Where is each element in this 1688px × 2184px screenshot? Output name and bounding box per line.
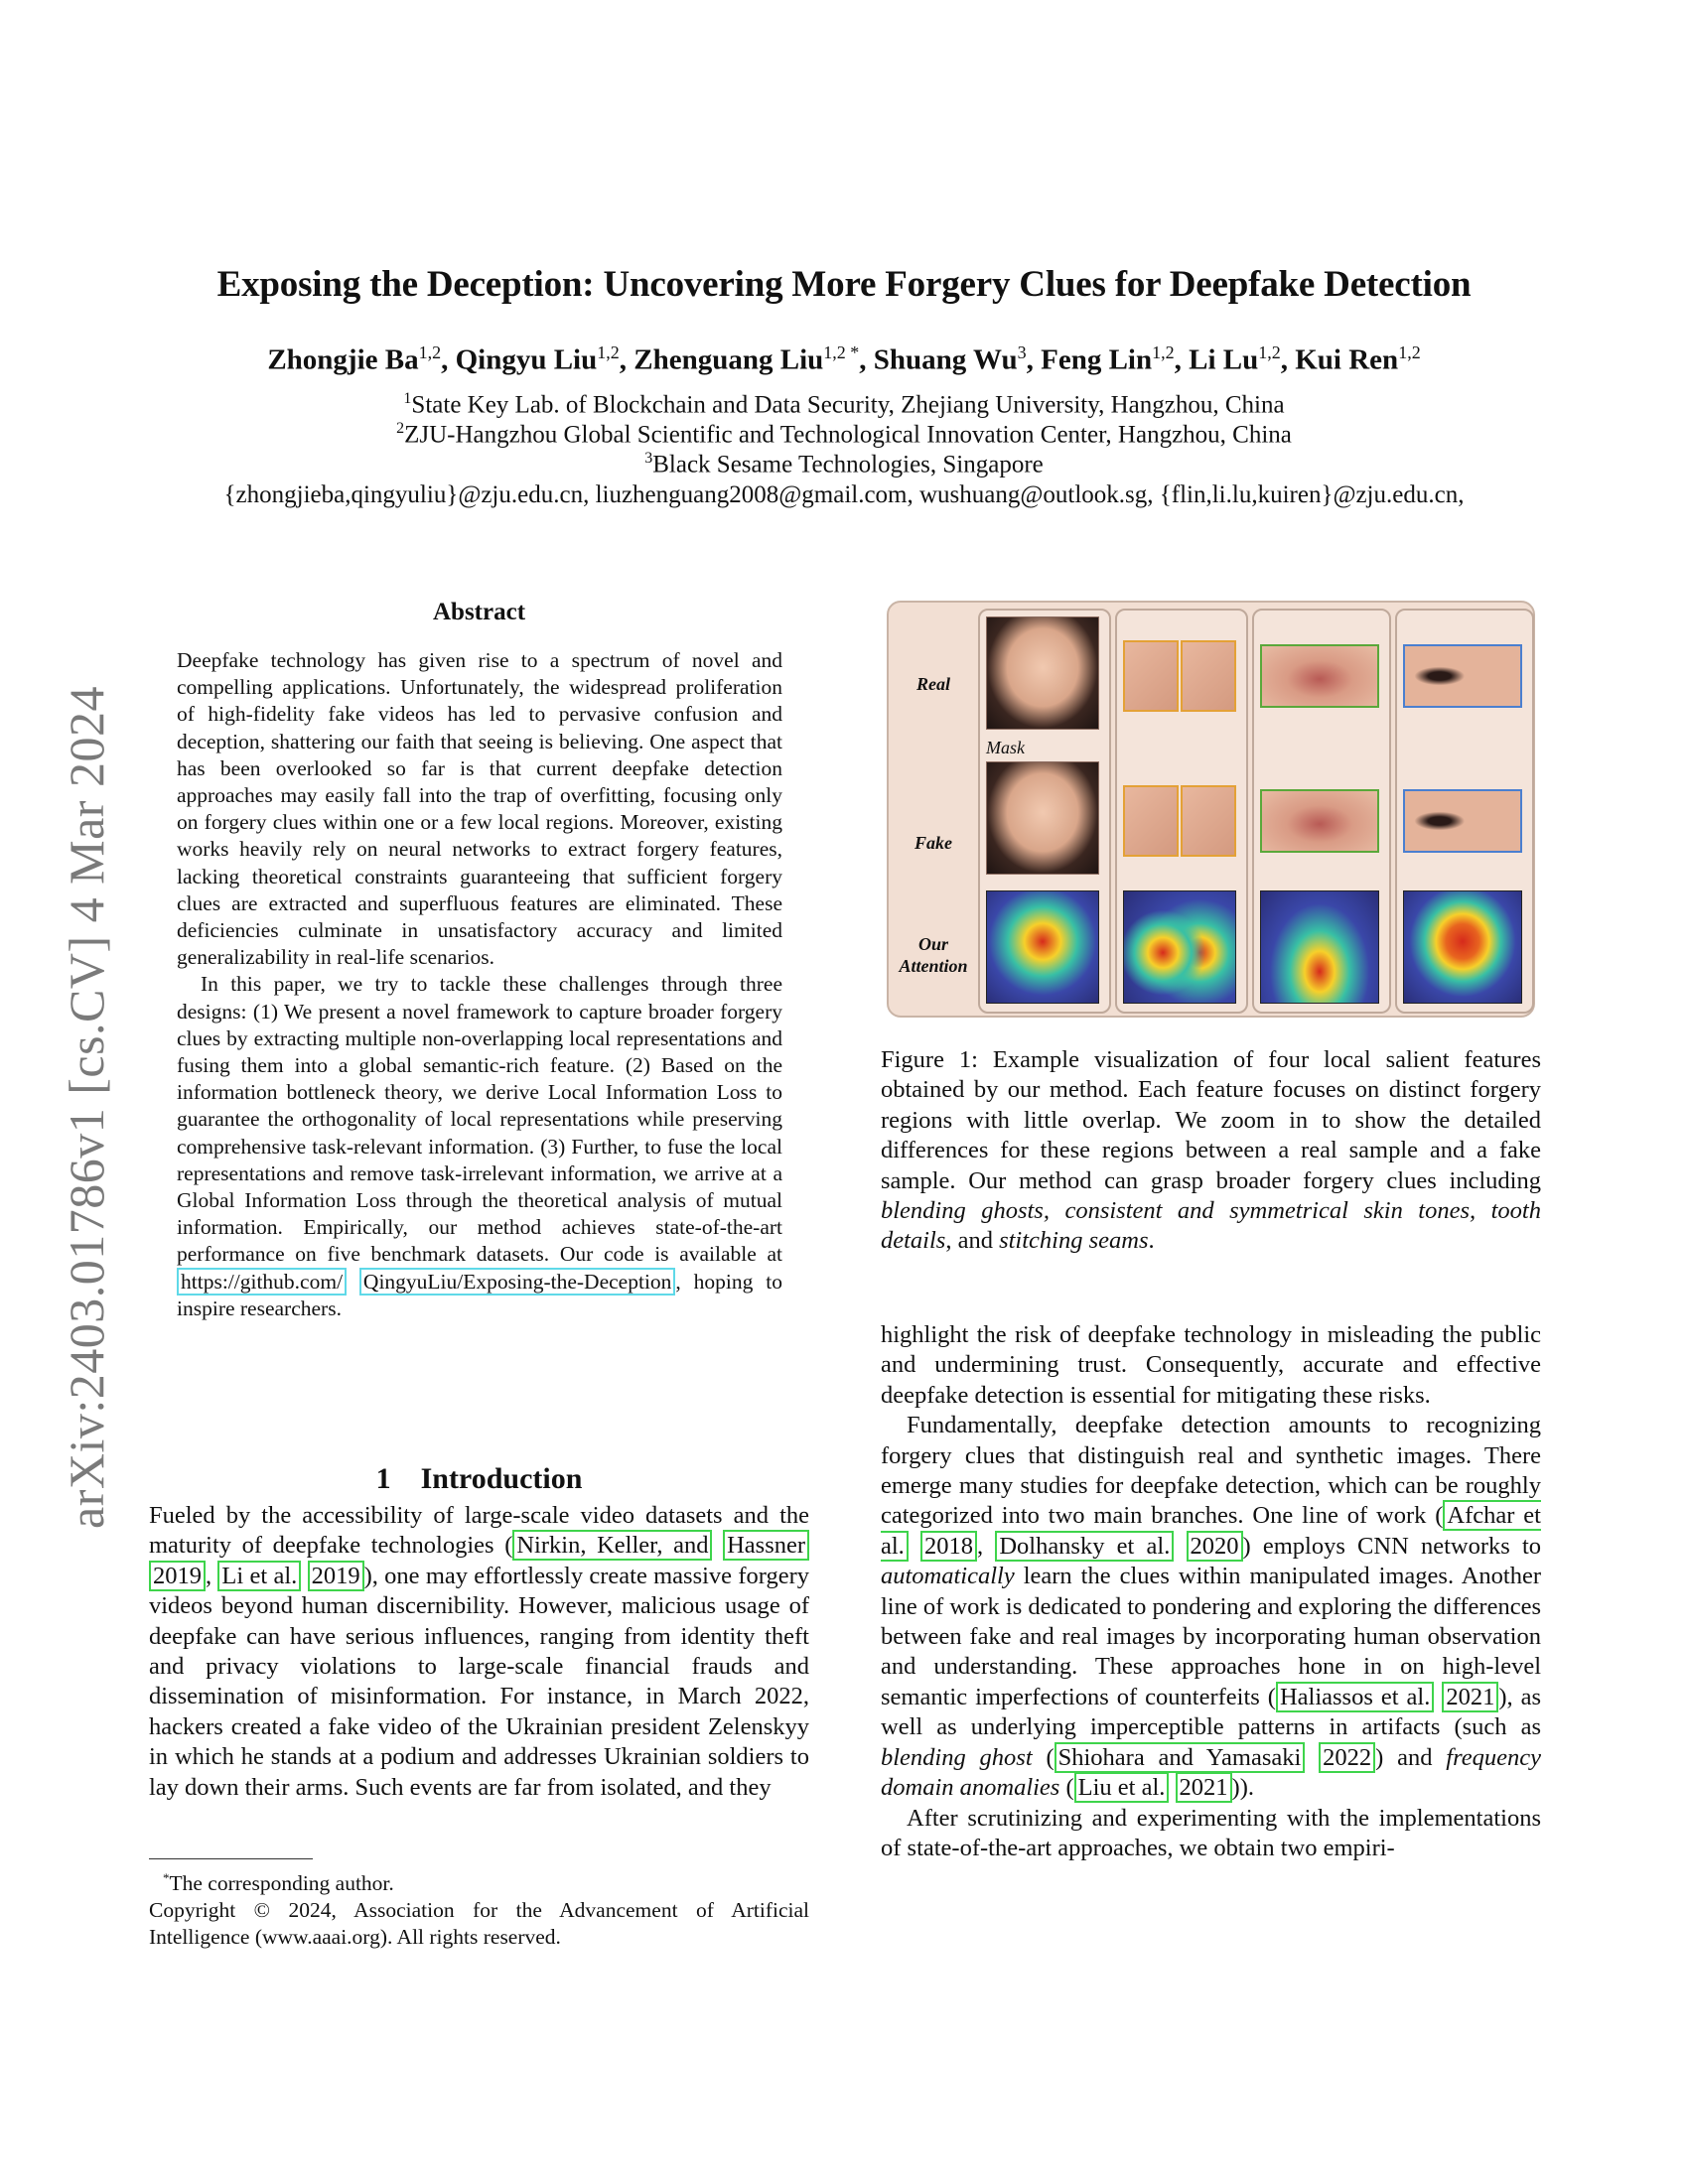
section-heading-introduction [149, 1462, 809, 1496]
real-face-image [986, 616, 1099, 730]
author-separator: , [619, 343, 634, 376]
caption-emphasis-2: stitching seams [999, 1227, 1149, 1255]
real-cheek-right-image [1181, 640, 1236, 712]
footnote-rule [149, 1858, 313, 1859]
caption-text-a: Figure 1: Example visualization of four local salient features obtained by our method. Each feature focuses on distinct forgery regions with little overlap. We zoom in to show the detailed differences for these regions between a real sample and a fake sample. Our method can grasp broader forgery clues including [881, 1046, 1541, 1194]
footnote-corresponding [149, 1864, 809, 1897]
affiliation-1-text: State Key Lab. of Blockchain and Data Security, Zhejiang University, Hangzhou, China [411, 391, 1285, 419]
rp2-text-c: learn the clues within manipulated images. Another line of work is dedicated to pondering and exploring the differences between fake and real images by incorporating human observation and understanding. These approaches hone in on high-level semantic imperfections of counterfeits ( [881, 1563, 1541, 1710]
author-affiliation-mark: 1,2 [418, 342, 442, 362]
citation-nirkin[interactable]: Nirkin, Keller, and [512, 1530, 712, 1561]
citation-liu[interactable]: Liu et al. [1074, 1772, 1170, 1803]
row-label-attention: Attention [899, 956, 968, 976]
attention-map-3 [1260, 890, 1379, 1004]
right-paragraph-2: Fundamentally, deepfake detection amounts to recognizing forgery clues that distinguish real and synthetic images. There emerge many studies for deepfake detection, which can be roughly categorized into two main branches. One line of work ( Afchar et al. 2018 , Dolhansky et al. 2020 ) employs CNN networks to automatically learn the clues within manipulated images. Another line of work is dedicated to pondering and exploring the differences between fake and real images by incorporating human observation and understanding. These approaches hone in on high-level semantic imperfections of counterfeits ( Haliassos et al. 2021 ), as well as underlying imperceptible patterns in artifacts (such as blending ghost ( Shiohara and Yamasaki 2022 ) and frequency domain anomalies ( Liu et al. 2021 )). [881, 1412, 1542, 1802]
abstract-paragraph-1: Deepfake technology has given rise to a spectrum of novel and compelling applications. Unfortunately, the widespread proliferation of high-fidelity fake videos has led to pervasive confusion and deception, shattering our faith that seeing is believing. One aspect that has been overlooked so far is that current deepfake detection approaches may easily fall into the trap of overfitting, focusing only on forgery clues within one or a few local regions. Moreover, existing works heavily rely on neural networks to extract forgery features, lacking theoretical constraints guaranteeing that sufficient forgery clues are extracted and superfluous features are eliminated. These deficiencies culminate in unsatisfactory accuracy and limited generalizability in real-life scenarios. [177, 648, 782, 970]
figure-1 [887, 601, 1535, 1018]
rp2-text-b: ) employs CNN networks to [1242, 1532, 1542, 1560]
caption-text-b: , and [945, 1227, 1000, 1255]
rp2-text-a: Fundamentally, deepfake detection amounts to recognizing forgery clues that distinguish real and synthetic images. There emerge many studies for deepfake detection, which can be roughly categorized into two main branches. One line of work ( [881, 1412, 1541, 1530]
intro-text-a: Fueled by the accessibility of large-scale video datasets and the maturity of deepfake technologies ( [149, 1502, 809, 1560]
intro-text-b: ), one may effortlessly create massive forgery videos beyond human discernibility. However, malicious usage of deepfake can have serious influences, ranging from identity theft and privacy violations to large-scale financial frauds and dissemination of misinformation. For instance, in March 2022, hackers created a fake video of the Ukrainian president Zelenskyy in which he stands at a podium and addresses Ukrainian soldiers to lay down their arms. Such events are far from isolated, and they [149, 1562, 810, 1801]
caption-emphasis-1: blending ghosts, consistent and symmetrical skin tones, tooth details [881, 1197, 1541, 1255]
citation-haliassos[interactable]: Haliassos et al. [1276, 1682, 1434, 1712]
footnote [149, 1864, 809, 1951]
fake-face-image [986, 761, 1099, 875]
citation-nirkin-cont[interactable]: Hassner [723, 1530, 809, 1561]
affiliation-2 [0, 420, 1688, 449]
author-name: Zhongjie Ba [267, 343, 419, 376]
author-affiliation-mark: 1,2 [1258, 342, 1281, 362]
rp2-emphasis-3: frequency domain anomalies [881, 1743, 1541, 1802]
abstract-paragraph-2 [177, 971, 782, 1322]
real-mouth-image [1260, 644, 1379, 708]
citation-shiohara[interactable]: Shiohara and Yamasaki [1055, 1742, 1306, 1773]
github-link[interactable]: https://github.com/ [177, 1268, 347, 1296]
citation-haliassos-year[interactable]: 2021 [1442, 1682, 1498, 1712]
author-name: Li Lu [1189, 343, 1259, 376]
affiliation-1-number: 1 [403, 390, 412, 407]
author-separator: , [1174, 343, 1190, 376]
affiliation-1 [0, 390, 1688, 419]
citation-afchar[interactable]: Afchar et al. [881, 1502, 1541, 1560]
paper-title: Exposing the Deception: Uncovering More Forgery Clues for Deepfake Detection [216, 264, 1472, 305]
copyright-notice: Copyright © 2024, Association for the Advancement of Artificial Intelligence (www.aaai.org). All rights reserved. [149, 1898, 809, 1950]
citation-dolhansky-year[interactable]: 2020 [1187, 1531, 1243, 1562]
author-separator: , [1026, 343, 1042, 376]
citation-li[interactable]: Li et al. [217, 1561, 301, 1591]
attention-map-4 [1403, 890, 1522, 1004]
rp2-text-e: ( [1032, 1743, 1055, 1771]
rp2-text-d: ), as well as underlying imperceptible patterns in artifacts (such as [881, 1683, 1542, 1741]
author-name: Shuang Wu [873, 343, 1018, 376]
affiliation-3 [0, 450, 1688, 478]
right-paragraph-1: highlight the risk of deepfake technology in misleading the public and undermining trust. Consequently, accurate and effective deepfake detection is essential for mitigating these risks. [881, 1321, 1541, 1409]
affiliation-3-number: 3 [644, 450, 653, 467]
citation-li-year[interactable]: 2019 [308, 1561, 364, 1591]
citation-liu-year[interactable]: 2021 [1176, 1772, 1232, 1803]
footnote-text: The corresponding author. [169, 1871, 394, 1896]
author-affiliation-mark: 3 [1017, 342, 1027, 362]
section-number: 1 [375, 1462, 391, 1495]
affiliation-2-number: 2 [396, 420, 405, 437]
fake-cheek-left-image [1123, 785, 1179, 857]
rp2-text-f: ) and [1375, 1743, 1447, 1771]
real-eyes-image [1403, 644, 1522, 708]
fake-eyes-image [1403, 789, 1522, 853]
author-affiliation-mark: 1,2 [1152, 342, 1175, 362]
affiliation-3-text: Black Sesame Technologies, Singapore [652, 451, 1044, 478]
right-paragraph-3: After scrutinizing and experimenting with the implementations of state-of-the-art approaches, we obtain two empiri- [881, 1804, 1541, 1861]
author-emails: {zhongjieba,qingyuliu}@zju.edu.cn, liuzhenguang2008@gmail.com, wushuang@outlook.sg, {flin,li.lu,kuiren}@zju.edu.cn, [223, 481, 1465, 508]
footnote-mark: * [163, 1870, 170, 1885]
attention-map-2 [1123, 890, 1236, 1004]
abstract-body [177, 647, 782, 1322]
author-name: Feng Lin [1041, 343, 1153, 376]
author-list [0, 342, 1688, 377]
abstract-heading: Abstract [432, 599, 526, 625]
github-link-continued[interactable]: QingyuLiu/Exposing-the-Deception [359, 1268, 676, 1296]
author-name: Kui Ren [1295, 343, 1399, 376]
caption-text-c: . [1148, 1227, 1155, 1255]
arxiv-side-stamp: arXiv:2403.01786v1 [cs.CV] 4 Mar 2024 [59, 686, 114, 1529]
row-label-our: Our [917, 934, 948, 954]
introduction-paragraph: Fueled by the accessibility of large-scale video datasets and the maturity of deepfake technologies ( Nirkin, Keller, and Hassner 2019 , Li et al. 2019 ), one may effortlessly create massive forgery videos beyond human discernibility. However, malicious usage of deepfake can have serious influences, ranging from identity theft and privacy violations to large-scale financial frauds and dissemination of misinformation. For instance, in March 2022, hackers created a fake video of the Ukrainian president Zelenskyy in which he stands at a podium and addresses Ukrainian soldiers to lay down their arms. Such events are far from isolated, and they [149, 1502, 810, 1801]
abstract-p2-text: In this paper, we try to tackle these challenges through three designs: (1) We present a novel framework to capture broader forgery clues by extracting multiple non-overlapping local representations and fusing them into a global semantic-rich feature. (2) Based on the information bottleneck theory, we derive Local Information Loss to guarantee the orthogonality of local representations while preserving comprehensive task-relevant information. (3) Further, to fuse the local representations and remove task-irrelevant information, we arrive at a Global Information Loss through the theoretical analysis of mutual information. Empirically, our method achieves state-of-the-art performance on five benchmark datasets. Our code is available at [177, 972, 782, 1267]
figure-1-caption [881, 1045, 1541, 1257]
rp2-emphasis-1: automatically [881, 1563, 1015, 1590]
row-label-real: Real [916, 674, 950, 694]
author-affiliation-mark: 1,2 * [823, 342, 860, 362]
abstract-p2-end: , hoping to inspire researchers. [177, 1269, 782, 1320]
author-affiliation-mark: 1,2 [1398, 342, 1421, 362]
rp2-text-g: ( [1059, 1774, 1074, 1802]
affiliation-2-text: ZJU-Hangzhou Global Scientific and Technological Innovation Center, Hangzhou, China [404, 421, 1292, 449]
author-separator: , [859, 343, 874, 376]
citation-nirkin-year[interactable]: 2019 [149, 1561, 206, 1591]
author-separator: , [441, 343, 456, 376]
row-label-fake: Fake [914, 833, 952, 853]
fake-mouth-image [1260, 789, 1379, 853]
mask-label: Mask [986, 738, 1025, 757]
fake-cheek-right-image [1181, 785, 1236, 857]
attention-map-1 [986, 890, 1099, 1004]
citation-shiohara-year[interactable]: 2022 [1319, 1742, 1375, 1773]
author-separator: , [1280, 343, 1296, 376]
right-column-text [881, 1320, 1541, 1863]
author-name: Zhenguang Liu [633, 343, 824, 376]
citation-afchar-year[interactable]: 2018 [920, 1531, 977, 1562]
rp2-emphasis-2: blending ghost [881, 1743, 1033, 1771]
author-name: Qingyu Liu [455, 343, 598, 376]
real-cheek-left-image [1123, 640, 1179, 712]
citation-dolhansky[interactable]: Dolhansky et al. [995, 1531, 1174, 1562]
author-affiliation-mark: 1,2 [597, 342, 620, 362]
rp2-text-h: )). [1231, 1774, 1254, 1802]
section-title: Introduction [420, 1462, 583, 1495]
